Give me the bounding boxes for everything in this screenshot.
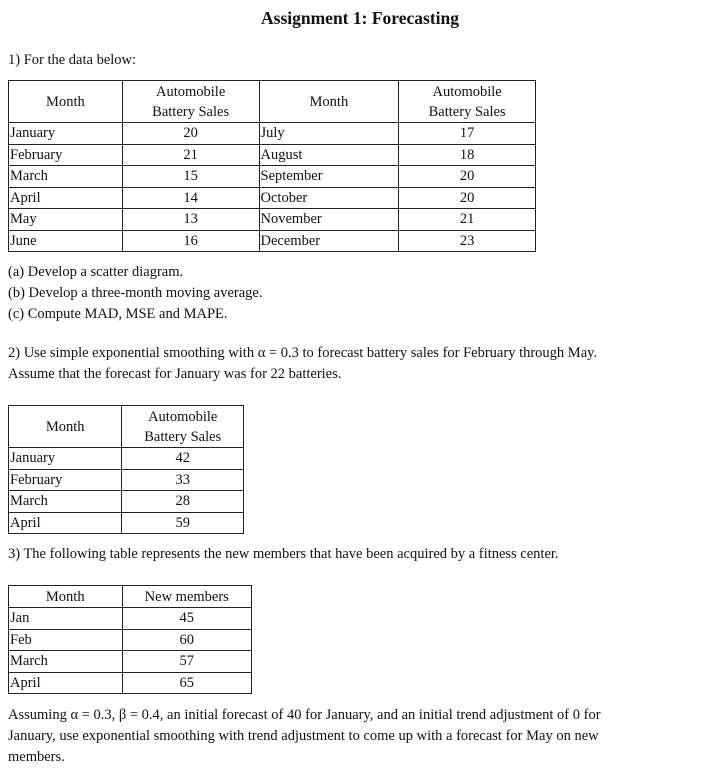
q3-header-month: Month <box>9 586 123 608</box>
sales-cell: 16 <box>122 230 259 252</box>
q3-header-row <box>9 586 252 608</box>
members-cell: 57 <box>122 651 252 673</box>
q1-header-month-right: Month <box>259 81 399 123</box>
table-row <box>9 123 536 145</box>
month-cell: May <box>9 209 123 231</box>
month-cell: March <box>9 491 122 513</box>
sales-cell: 20 <box>399 187 536 209</box>
month-cell: Feb <box>9 629 123 651</box>
q3-closing-line3: members. <box>8 749 65 765</box>
q3-table <box>8 585 252 694</box>
month-cell: Jan <box>9 608 123 630</box>
q1-task-list <box>8 262 262 325</box>
q2-header-sales <box>122 406 244 448</box>
q2-header-month: Month <box>9 406 122 448</box>
q2-prompt <box>8 343 597 385</box>
month-cell: February <box>9 469 122 491</box>
table-row <box>9 448 244 470</box>
sales-cell: 21 <box>122 144 259 166</box>
sales-cell: 33 <box>122 469 244 491</box>
sales-cell: 14 <box>122 187 259 209</box>
members-cell: 45 <box>122 608 252 630</box>
month-cell: July <box>259 123 399 145</box>
q1-prompt: 1) For the data below: <box>8 52 137 68</box>
q1-table <box>8 80 536 252</box>
month-cell: April <box>9 672 123 694</box>
page-title: Assignment 1: Forecasting <box>261 8 459 28</box>
q1-header-sales-left <box>122 81 259 123</box>
q3-closing-line1: Assuming α = 0.3, β = 0.4, an initial forecast of 40 for January, and an initial trend adjustment of 0 for <box>8 707 601 723</box>
q1-task-a: (a) Develop a scatter diagram. <box>8 264 184 280</box>
table-row <box>9 629 252 651</box>
month-cell: June <box>9 230 123 252</box>
month-cell: April <box>9 512 122 534</box>
table-row <box>9 512 244 534</box>
table-row <box>9 469 244 491</box>
table-row <box>9 651 252 673</box>
q3-prompt: 3) The following table represents the new members that have been acquired by a fitness center. <box>8 546 559 562</box>
sales-cell: 21 <box>399 209 536 231</box>
sales-cell: 20 <box>399 166 536 188</box>
q2-header-sales-line1: Automobile <box>148 408 218 425</box>
q2-header-row <box>9 406 244 448</box>
q1-header-sales-line1: Automobile <box>156 83 226 100</box>
month-cell: March <box>9 651 123 673</box>
q1-task-c: (c) Compute MAD, MSE and MAPE. <box>8 306 228 322</box>
q2-prompt-line1: 2) Use simple exponential smoothing with α = 0.3 to forecast battery sales for February through May. <box>8 345 598 361</box>
sales-cell: 59 <box>122 512 244 534</box>
month-cell: January <box>9 123 123 145</box>
month-cell: September <box>259 166 399 188</box>
month-cell: December <box>259 230 399 252</box>
q1-header-sales-line2: Battery Sales <box>428 103 506 120</box>
members-cell: 65 <box>122 672 252 694</box>
q2-table <box>8 405 244 534</box>
month-cell: April <box>9 187 123 209</box>
q1-header-month-left: Month <box>9 81 123 123</box>
sales-cell: 17 <box>399 123 536 145</box>
month-cell: August <box>259 144 399 166</box>
month-cell: March <box>9 166 123 188</box>
table-row <box>9 187 536 209</box>
sales-cell: 42 <box>122 448 244 470</box>
q3-closing-line2: January, use exponential smoothing with trend adjustment to come up with a forecast for May on new <box>8 728 599 744</box>
sales-cell: 15 <box>122 166 259 188</box>
sales-cell: 28 <box>122 491 244 513</box>
table-row <box>9 491 244 513</box>
sales-cell: 23 <box>399 230 536 252</box>
table-row <box>9 144 536 166</box>
month-cell: January <box>9 448 122 470</box>
q3-header-members: New members <box>122 586 252 608</box>
q1-header-sales-line1: Automobile <box>432 83 502 100</box>
table-row <box>9 230 536 252</box>
sales-cell: 13 <box>122 209 259 231</box>
q2-prompt-line2: Assume that the forecast for January was for 22 batteries. <box>8 366 342 382</box>
table-row <box>9 209 536 231</box>
q1-header-sales-line2: Battery Sales <box>152 103 230 120</box>
q3-closing <box>8 705 601 768</box>
month-cell: October <box>259 187 399 209</box>
month-cell: November <box>259 209 399 231</box>
sales-cell: 18 <box>399 144 536 166</box>
table-row <box>9 166 536 188</box>
q1-task-b: (b) Develop a three-month moving average. <box>8 285 263 301</box>
table-row <box>9 608 252 630</box>
sales-cell: 20 <box>122 123 259 145</box>
month-cell: February <box>9 144 123 166</box>
table-row <box>9 672 252 694</box>
q1-header-row <box>9 81 536 123</box>
q2-header-sales-line2: Battery Sales <box>144 428 222 445</box>
q1-header-sales-right <box>399 81 536 123</box>
members-cell: 60 <box>122 629 252 651</box>
